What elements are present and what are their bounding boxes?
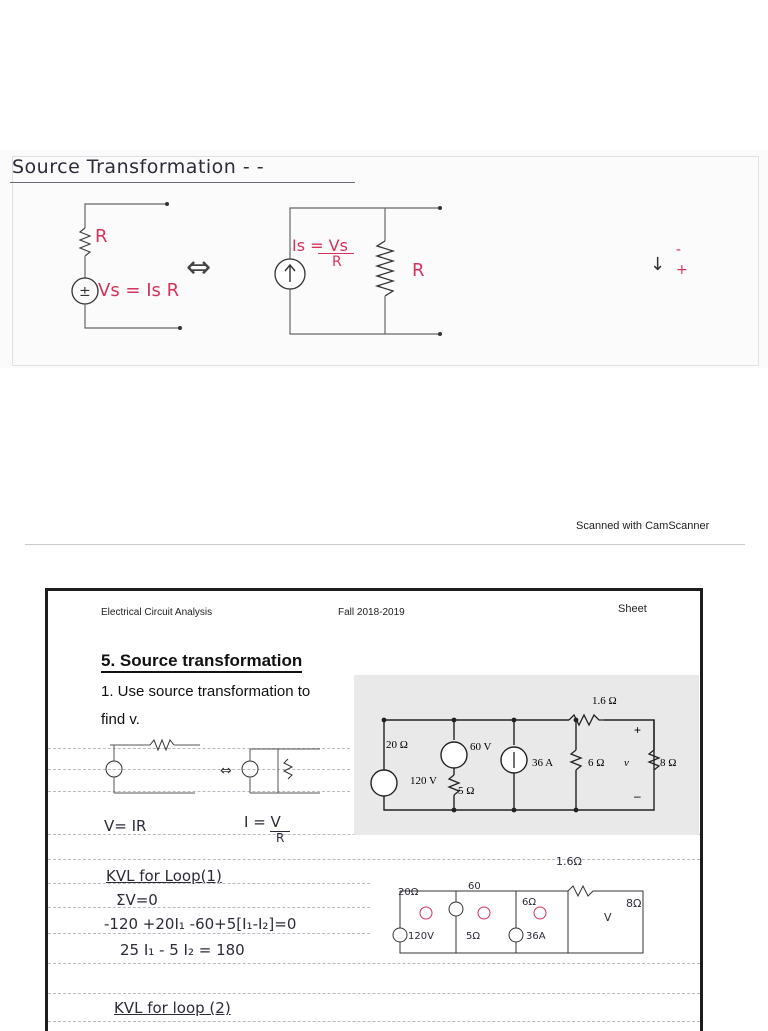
sketch-8: 8Ω [626, 897, 642, 910]
sketch-r1: 20Ω [398, 887, 419, 898]
sketch-16: 1.6Ω [556, 855, 582, 868]
title-underline [10, 182, 355, 183]
handwritten-note-page [0, 150, 768, 368]
v-plus: + [634, 723, 642, 737]
ruled-line [48, 993, 700, 994]
sketch-36: 36A [526, 931, 546, 942]
plus-sign: + [676, 262, 688, 278]
v1-label: 120 V [410, 775, 437, 787]
question-line-1: 1. Use source transformation to [101, 683, 311, 700]
mini-transform-sketch [100, 737, 350, 807]
ruled-line [48, 907, 370, 908]
svg-text:⇔: ⇔ [220, 763, 232, 779]
kvl-sum-zero: ΣV=0 [116, 891, 158, 909]
term-label: Fall 2018-2019 [338, 607, 405, 618]
svg-text:±: ± [79, 284, 91, 300]
voltage-source-equation: Vs = Is R [98, 280, 180, 301]
course-name: Electrical Circuit Analysis [101, 607, 213, 618]
sketch-v: V [604, 911, 612, 924]
current-source-circuit [265, 196, 455, 346]
r2-label: 5 Ω [458, 785, 475, 797]
v2-label: 60 V [470, 741, 492, 753]
scan-edge-line [25, 544, 745, 545]
note-title: Source Transformation - - [12, 156, 265, 178]
r1-label: 20 Ω [386, 739, 408, 751]
r5-label: 8 Ω [660, 757, 677, 769]
current-source-equation: Is = Vs [292, 236, 348, 255]
circuit-diagram [354, 675, 699, 835]
kvl-loop1-heading: KVL for Loop(1) [106, 867, 222, 885]
ohms-law-den: R [276, 831, 285, 845]
ruled-line [48, 859, 700, 860]
left-resistor-label: R [95, 226, 108, 247]
handwritten-circuit-sketch [388, 873, 678, 973]
ruled-line [48, 1021, 700, 1022]
ruled-line [48, 933, 370, 934]
loop1-simplified: 25 I₁ - 5 I₂ = 180 [120, 941, 245, 959]
camscanner-watermark: Scanned with CamScanner [576, 520, 710, 532]
question-line-2: find v. [101, 711, 140, 728]
sheet-label: Sheet [618, 603, 647, 615]
minus-sign: - [676, 242, 682, 258]
r3-label: 6 Ω [588, 757, 605, 769]
down-arrow-icon: ↓ [650, 254, 666, 275]
right-resistor-label: R [412, 260, 425, 281]
v-label: v [624, 757, 629, 769]
kvl-loop2-heading: KVL for loop (2) [114, 999, 231, 1017]
current-source-denominator: R [332, 254, 342, 270]
sketch-60: 60 [468, 881, 481, 892]
sketch-5: 5Ω [466, 931, 481, 942]
v-minus: – [634, 789, 641, 803]
ohms-law-i: I = V [244, 813, 281, 831]
i1-label: 36 A [532, 757, 554, 769]
ohms-law-v: V= IR [104, 817, 147, 835]
exercise-sheet [45, 588, 703, 1031]
sketch-6: 6Ω [522, 897, 537, 908]
sketch-120: 120V [408, 931, 434, 942]
section-title: 5. Source transformation [101, 651, 302, 673]
r4-label: 1.6 Ω [592, 695, 617, 707]
loop1-equation: -120 +20I₁ -60+5[I₁-I₂]=0 [104, 915, 297, 933]
problem-circuit-figure [354, 675, 699, 835]
equivalence-arrow-icon: ⇔ [186, 250, 212, 285]
